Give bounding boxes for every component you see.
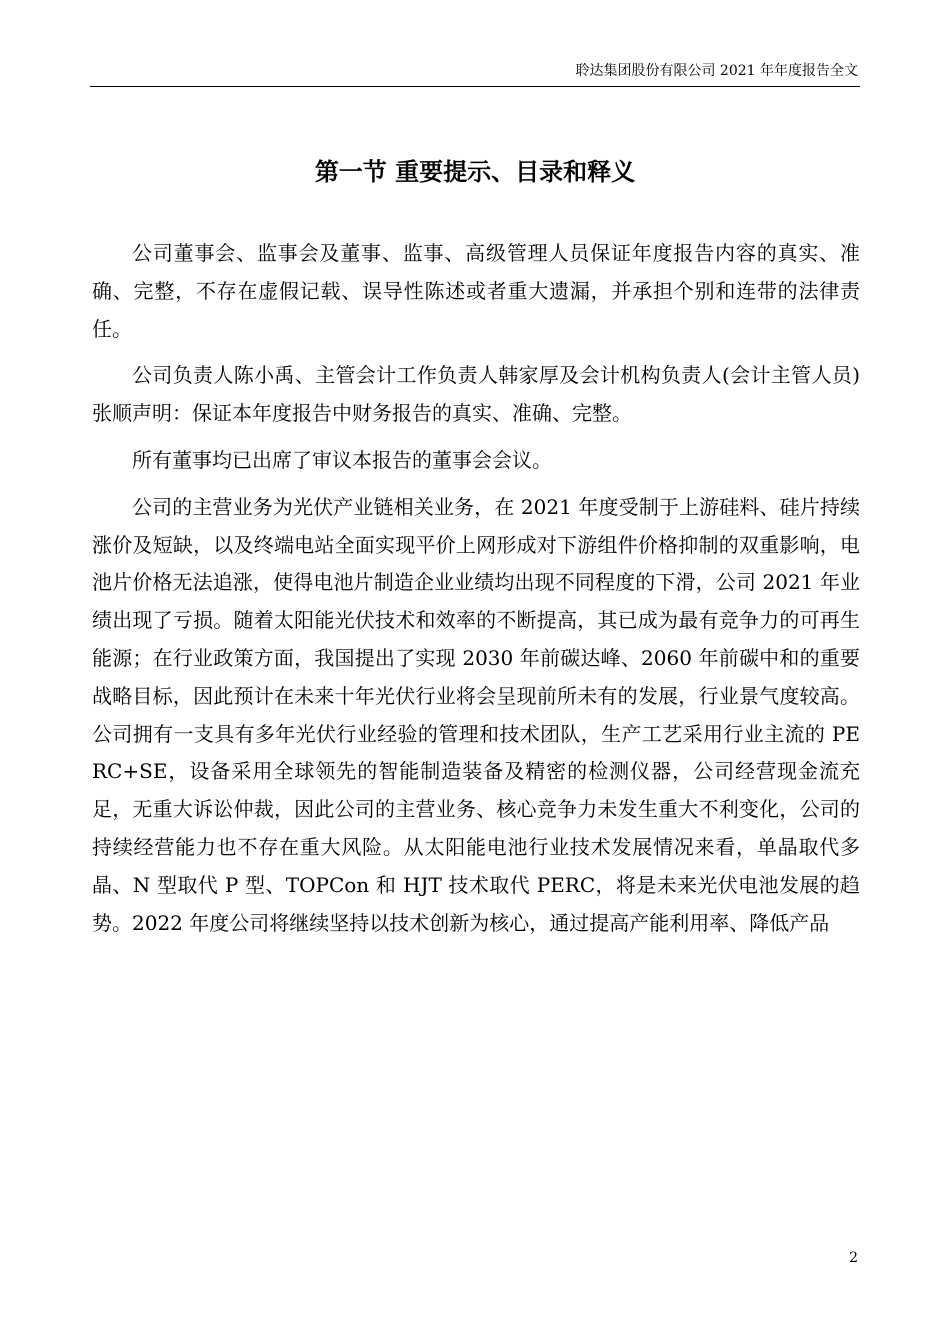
paragraph-board-guarantee: 公司董事会、监事会及董事、监事、高级管理人员保证年度报告内容的真实、准确、完整，不存在虚假记载、误导性陈述或者重大遗漏，并承担个别和连带的法律责任。 — [92, 241, 860, 341]
paragraph-business-overview: 公司的主营业务为光伏产业链相关业务，在 2021 年度受制于上游硅料、硅片持续涨价及短缺，以及终端电站全面实现平价上网形成对下游组件价格抑制的双重影响，电池片价格无法追涨，使得电池片制造企业业绩均出现不同程度的下滑，公司 2021 年业绩出现了亏损。随着太阳能光伏技术和效率的不断提高，其已成为最有竞争力的可再生能源；在行业政策方面，我国提出了实现 2030 年前碳达峰、2060 年前碳中和的重要战略目标，因此预计在未来十年光伏行业将会呈现前所未有的发展，行业景气度较高。公司拥有一支具有多年光伏行业经验的管理和技术团队，生产工艺采用行业主流的 PERC+SE，设备采用全球领先的智能制造装备及精密的检测仪器，公司经营现金流充足，无重大诉讼仲裁，因此公司的主营业务、核心竞争力未发生重大不利变化，公司的持续经营能力也不存在重大风险。从太阳能电池行业技术发展情况来看，单晶取代多晶、N 型取代 P 型、TOPCon 和 HJT 技术取代 PERC，将是未来光伏电池发展的趋势。2022 年度公司将继续坚持以技术创新为核心，通过提高产能利用率、降低产品 — [92, 494, 860, 935]
paragraph-responsible-persons: 公司负责人陈小禹、主管会计工作负责人韩家厚及会计机构负责人(会计主管人员)张顺声明：保证本年度报告中财务报告的真实、准确、完整。 — [92, 363, 860, 426]
paragraph-directors-attendance: 所有董事均已出席了审议本报告的董事会会议。 — [132, 447, 552, 472]
section-title: 第一节 重要提示、目录和释义 — [314, 157, 636, 186]
header-divider — [90, 86, 860, 87]
body-text — [92, 235, 860, 942]
page-number: 2 — [849, 1250, 858, 1266]
running-header: 聆达集团股份有限公司 2021 年年度报告全文 — [575, 63, 858, 79]
